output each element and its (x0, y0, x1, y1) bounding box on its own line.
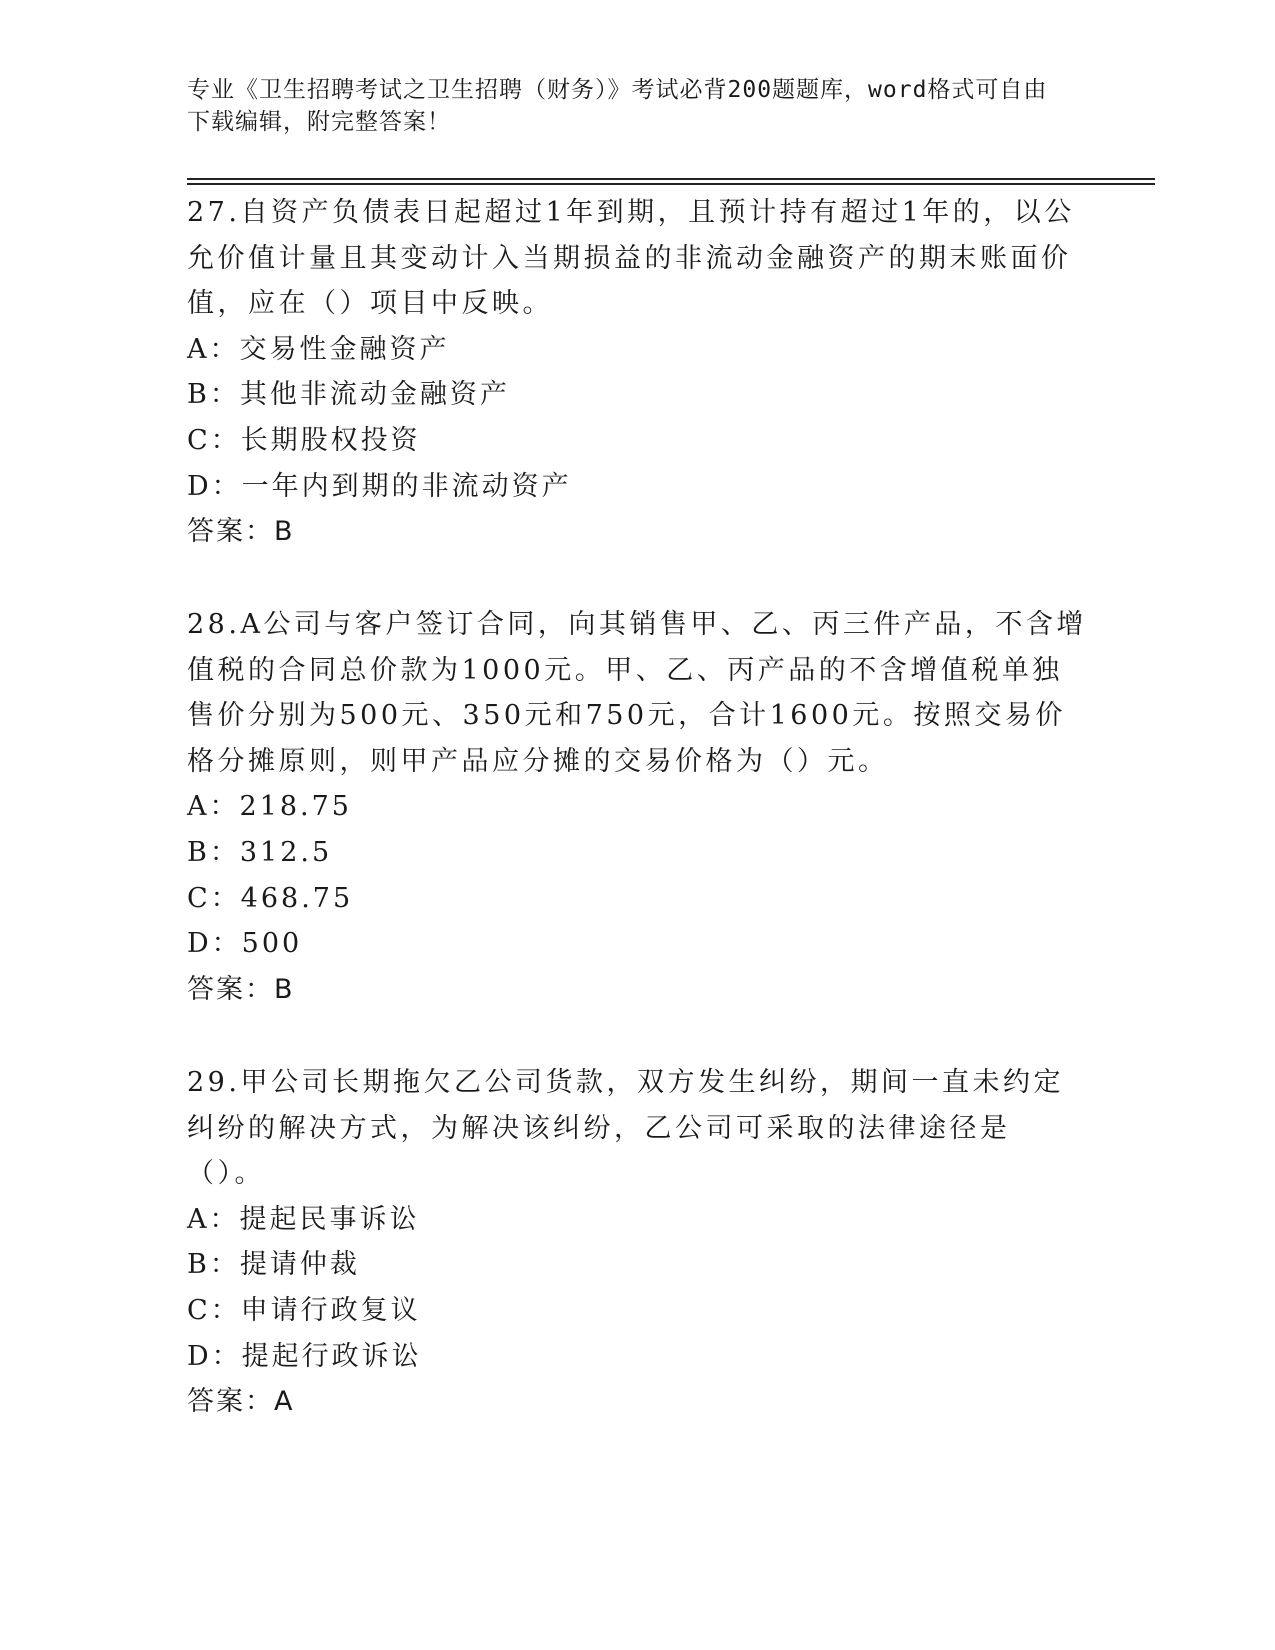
question-27 (187, 190, 1087, 555)
document-header: 专业《卫生招聘考试之卫生招聘（财务）》考试必背200题题库，word格式可自由下载编辑，附完整答案！ (187, 77, 1048, 135)
answer-label: 答案：A (187, 1386, 295, 1418)
question-stem: 29.甲公司长期拖欠乙公司货款，双方发生纠纷，期间一直未约定纠纷的解决方式，为解决该纠纷，乙公司可采取的法律途径是（）。 (187, 1067, 1064, 1190)
answer-label: 答案：B (187, 516, 295, 548)
question-stem: 27.自资产负债表日起超过1年到期，且预计持有超过1年的，以公允价值计量且其变动计入当期损益的非流动金融资产的期末账面价值，应在（）项目中反映。 (187, 197, 1075, 320)
option-d: D：500 (187, 928, 303, 960)
option-c: C：申请行政复议 (187, 1294, 421, 1326)
option-d: D：提起行政诉讼 (187, 1340, 422, 1372)
option-d: D：一年内到期的非流动资产 (187, 470, 572, 502)
question-29 (187, 1060, 1087, 1425)
option-b: B：312.5 (187, 836, 333, 868)
option-b: B：提请仲裁 (187, 1249, 360, 1281)
question-28 (187, 602, 1087, 1012)
header-divider-bottom (187, 183, 1155, 185)
question-stem: 28.A公司与客户签订合同，向其销售甲、乙、丙三件产品，不含增值税的合同总价款为1000元。甲、乙、丙产品的不含增值税单独售价分别为500元、350元和750元，合计1600元。按照交易价格分摊原则，则甲产品应分摊的交易价格为（）元。 (187, 609, 1087, 777)
option-b: B：其他非流动金融资产 (187, 379, 510, 411)
option-a: A：218.75 (187, 791, 352, 823)
option-a: A：提起民事诉讼 (187, 1203, 420, 1235)
answer-label: 答案：B (187, 973, 295, 1005)
option-c: C：长期股权投资 (187, 424, 421, 456)
option-c: C：468.75 (187, 882, 354, 914)
header-divider-top (187, 178, 1155, 180)
option-a: A：交易性金融资产 (187, 333, 450, 365)
